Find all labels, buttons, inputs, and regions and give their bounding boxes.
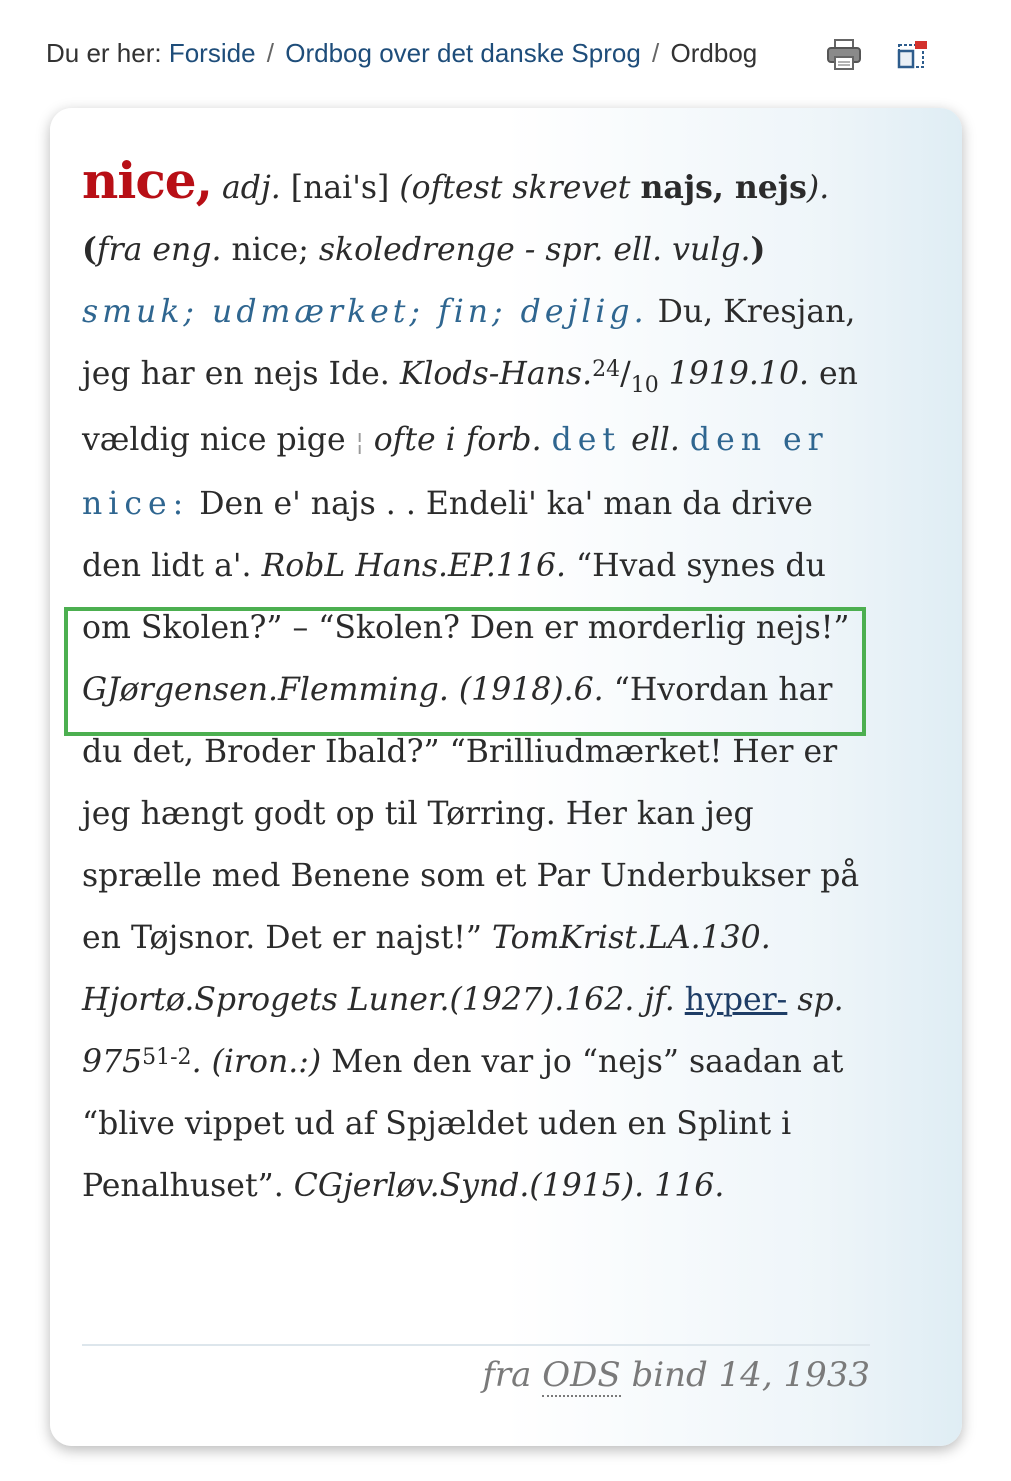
phrase-1: det [551, 422, 622, 458]
quote-2: en vældig nice pige [82, 356, 858, 458]
quote-3: Den e' najs . . Endeli' ka' man da drive den lidt a'. [82, 486, 813, 584]
citation-1: Klods-Hans. [399, 356, 593, 392]
footer-prefix: fra [482, 1355, 532, 1395]
quote-6: Men den var jo “nejs” saadan at “blive vippet ud af Spjældet uden en Splint i Penalhuset”. [82, 1044, 844, 1204]
definition: smuk; udmærket; fin; dejlig. [82, 294, 648, 330]
breadcrumb-current: Ordbog [670, 38, 758, 68]
quote-5: “Hvordan har du det, Broder Ibald?” “Brilliudmærket! Her er jeg hængt godt op til Tørring. Her kan jeg sprælle med Benene som et Par Underbukser på en Tøjsnor. Det er najst!” [82, 672, 860, 956]
citation-5-sup: 51-2 [142, 1045, 192, 1070]
etym-word: nice; [231, 232, 309, 268]
ods-abbrev[interactable]: ODS [542, 1355, 621, 1395]
pronunciation: [nai's] [290, 170, 390, 206]
alt-close: ). [806, 170, 830, 206]
citation-4: GJørgensen.Flemming. (1918).6. [82, 672, 604, 708]
citation-1-sub: 10 [630, 373, 659, 398]
alt-forms: najs, nejs [640, 169, 807, 206]
quote-1: Du, Kresjan, jeg har en nejs Ide. [82, 294, 856, 392]
hyper-link[interactable]: hyper- [684, 982, 788, 1018]
phrase-2: den er nice: [82, 422, 829, 522]
citation-1-year: 1919.10. [668, 356, 810, 392]
footer-rest: bind 14, 1933 [631, 1355, 870, 1395]
etym-close: ) [750, 231, 766, 268]
printer-icon[interactable] [826, 38, 862, 76]
citation-6: CGjerløv.Synd.(1915). 116. [293, 1168, 725, 1204]
breadcrumb-prefix: Du er her: [46, 38, 162, 68]
citation-3: RobL Hans.EP.116. [261, 548, 567, 584]
headword: nice, [82, 151, 213, 210]
breadcrumb [46, 38, 757, 69]
part-of-speech: adj. [222, 170, 281, 206]
breadcrumb-link-ods[interactable]: Ordbog over det danske Sprog [285, 38, 641, 68]
alt-note: (oftest skrevet [399, 170, 631, 206]
breadcrumb-separator: / [266, 38, 275, 68]
usage-note: ofte i forb. [373, 422, 542, 458]
citation-5-end: . [191, 1044, 202, 1080]
highlight-box [64, 607, 866, 736]
source-footer [420, 1355, 870, 1395]
citation-1-sup: 24 [592, 357, 621, 382]
etym-usage: skoledrenge - spr. ell. vulg. [318, 232, 751, 268]
breadcrumb-link-forside[interactable]: Forside [168, 38, 256, 68]
iron-note: (iron.:) [211, 1044, 322, 1080]
citation-5-ref: sp. 975 [82, 982, 844, 1080]
citation-5: TomKrist.LA.130. Hjortø.Sprogets Luner.(1927).162. jf. [82, 920, 771, 1018]
dictionary-entry: nice, adj. [nai's] (oftest skrevet najs, nejs). (fra eng. nice; skoledrenge - spr. ell. vulg.) smuk; udmærket; fin; dejlig. Du, Kresjan, jeg har en nejs Ide. Klods-$Hans.^{24}/_{10}$ 1919.10. en vældig nice pige ¦ ofte i forb. det ell. den er nice: Den e' najs . . Endeli' ka' man da drive den lidt a'. RobL Hans.EP.116. “Hvad synes du om Skolen?” – “Skolen? Den er morderlig nejs!” GJørgensen.Flemming. (1918).6. “Hvordan har du det, Broder Ibald?” “Brilliudmærket! Her er jeg hængt godt op til Tørring. Her kan jeg sprælle med Benene som et Par Underbukser på en Tøjsnor. Det er najst!” TomKrist.LA.130. Hjortø.Sprogets Luner.(1927).162. jf. hyper- sp. 975$^{51-2}$. (iron.:) Men den var jo “nejs” saadan at “blive vippet ud af Spjældet uden en Splint i Penalhuset”. CGjerløv.Synd.(1915). 116. [82, 151, 860, 1204]
etym-from: fra eng. [96, 232, 222, 268]
divider [82, 1344, 870, 1346]
ell-note: ell. [631, 422, 680, 458]
new-window-icon[interactable] [896, 38, 932, 76]
separator-bar: ¦ [355, 428, 364, 456]
breadcrumb-separator: / [652, 38, 660, 68]
etym-open: ( [82, 231, 97, 268]
quote-4: “Hvad synes du om Skolen?” – “Skolen? Den er morderlig nejs!” [82, 548, 850, 646]
